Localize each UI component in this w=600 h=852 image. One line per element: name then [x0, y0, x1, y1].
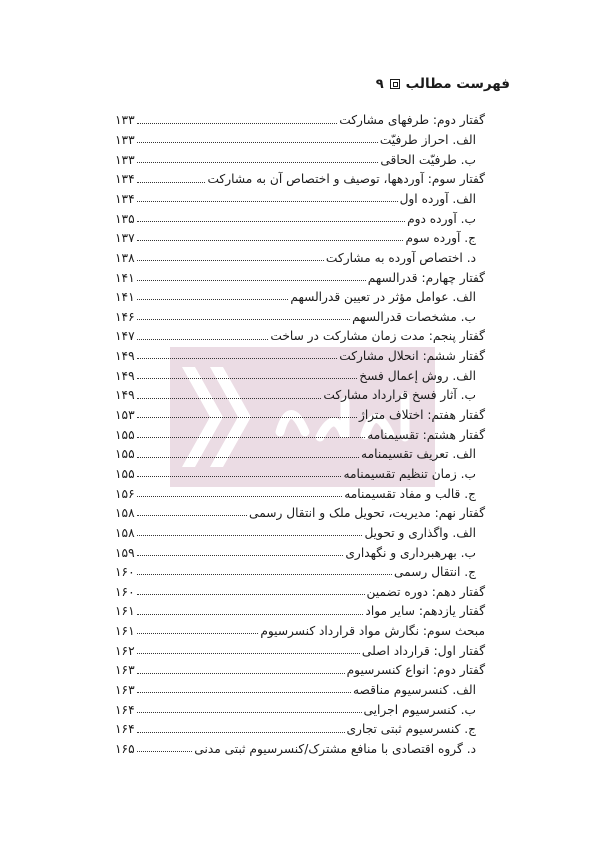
- page-number: ۹: [375, 76, 384, 92]
- toc-entry: [115, 480, 485, 500]
- toc-entry-page: ۱۴۶: [115, 309, 135, 324]
- toc-entry-title: گفتار دوم: انواع کنسرسیوم: [346, 663, 485, 678]
- toc-entry-page: ۱۳۳: [115, 152, 135, 167]
- dot-leader: [137, 653, 360, 654]
- dot-leader: [137, 751, 193, 752]
- dot-leader: [137, 378, 358, 379]
- toc-entry-page: ۱۶۰: [115, 584, 135, 599]
- toc-entry-page: ۱۴۹: [115, 368, 135, 383]
- toc-entry-title: گفتار اول: قرارداد اصلی: [361, 643, 485, 658]
- toc-entry-title: الف. تعریف تقسیمنامه: [361, 447, 476, 462]
- page-header: [376, 76, 510, 92]
- toc-entry: [115, 284, 485, 304]
- toc-entry-page: ۱۳۴: [115, 192, 135, 206]
- toc-entry: [115, 402, 485, 422]
- dot-leader: [137, 535, 363, 536]
- toc-entry-title: ب. طرفیّت الحاقی: [380, 152, 476, 167]
- toc-entry: [115, 303, 485, 323]
- toc-entry-title: ب. آورده دوم: [407, 211, 476, 226]
- toc-entry-title: گفتار دهم: دوره تضمین: [366, 584, 485, 599]
- toc-entry-title: گفتار نهم: مدیریت، تحویل ملک و انتقال رسمی: [249, 506, 485, 521]
- toc-entry-page: ۱۶۳: [115, 663, 135, 678]
- toc-entry: [115, 186, 485, 206]
- dot-leader: [137, 260, 324, 261]
- toc-entry-page: ۱۵۶: [115, 486, 135, 501]
- dot-leader: [137, 476, 342, 477]
- toc-entry: [115, 657, 485, 677]
- toc-entry-title: گفتار هفتم: اختلاف متراژ: [358, 408, 485, 423]
- toc-entry: [115, 441, 485, 461]
- toc-entry: [115, 696, 485, 716]
- toc-entry: [115, 539, 485, 559]
- header-title: فهرست مطالب: [405, 76, 510, 92]
- toc-entry-title: ج. کنسرسیوم ثبتی تجاری: [346, 722, 476, 737]
- toc-entry-page: ۱۶۰: [115, 565, 135, 580]
- toc-entry: [115, 598, 485, 618]
- toc-entry-title: الف. واگذاری و تحویل: [364, 525, 476, 540]
- dot-leader: [137, 614, 364, 615]
- toc-entry: [115, 146, 485, 166]
- toc-entry: [115, 323, 485, 343]
- dot-leader: [137, 457, 359, 458]
- toc-entry-title: ج. آورده سوم: [405, 231, 476, 246]
- toc-entry-page: ۱۵۸: [115, 525, 135, 540]
- toc-entry-title: الف. احراز طرفیّت: [379, 133, 476, 148]
- toc-entry: [115, 343, 485, 363]
- toc-entry-title: ب. بهرهبرداری و نگهداری: [345, 545, 476, 560]
- dot-leader: [137, 142, 378, 143]
- toc-entry: [115, 736, 485, 756]
- toc-entry-page: ۱۳۷: [115, 231, 135, 246]
- dot-leader: [137, 712, 362, 713]
- dot-leader: [137, 339, 269, 340]
- toc-entry-page: ۱۴۱: [115, 290, 135, 305]
- toc-entry-title: الف. آورده اول: [399, 192, 476, 206]
- toc-entry-title: مبحث سوم: نگارش مواد قرارداد کنسرسیوم: [260, 624, 485, 639]
- toc-entry-page: ۱۶۲: [115, 643, 135, 658]
- dot-leader: [137, 221, 405, 222]
- toc-entry-page: ۱۵۹: [115, 545, 135, 560]
- toc-entry-title: گفتار چهارم: قدرالسهم: [367, 270, 485, 285]
- dot-leader: [137, 673, 345, 674]
- toc-entry-title: گفتار هشتم: تقسیمنامه: [367, 427, 485, 442]
- toc-entry: [115, 559, 485, 579]
- toc-entry-title: الف. عوامل مؤثر در تعیین قدرالسهم: [290, 290, 476, 305]
- toc-entry-page: ۱۵۳: [115, 408, 135, 423]
- toc-entry-title: ج. انتقال رسمی: [394, 565, 476, 580]
- toc-entry: [115, 500, 485, 520]
- toc-entry-page: ۱۶۵: [115, 741, 135, 756]
- toc-entry: [115, 244, 485, 264]
- dot-leader: [137, 437, 366, 438]
- toc-entry-page: ۱۵۵: [115, 466, 135, 481]
- toc-entry-page: ۱۳۸: [115, 250, 135, 265]
- toc-entry: [115, 421, 485, 441]
- toc-entry-page: ۱۴۱: [115, 270, 135, 285]
- book-icon: [390, 79, 400, 89]
- dot-leader: [137, 515, 247, 516]
- toc-entry-page: ۱۶۱: [115, 604, 135, 619]
- toc-entry-title: ب. آثار فسخ قرارداد مشارکت: [323, 388, 476, 403]
- dot-leader: [137, 319, 350, 320]
- dot-leader: [137, 417, 357, 418]
- dot-leader: [137, 496, 343, 497]
- dot-leader: [137, 692, 351, 693]
- toc-entry-page: ۱۴۷: [115, 329, 135, 344]
- table-of-contents: [115, 107, 485, 755]
- toc-entry: [115, 461, 485, 481]
- toc-entry-page: ۱۴۹: [115, 388, 135, 403]
- toc-entry-title: الف. روش إعمال فسخ: [359, 368, 476, 383]
- toc-entry-page: ۱۴۹: [115, 349, 135, 364]
- toc-entry-page: ۱۶۴: [115, 702, 135, 717]
- toc-entry-page: ۱۶۳: [115, 683, 135, 698]
- toc-entry: [115, 677, 485, 697]
- toc-entry: [115, 382, 485, 402]
- toc-entry-title: الف. کنسرسیوم مناقصه: [353, 683, 476, 698]
- dot-leader: [137, 182, 206, 183]
- dot-leader: [137, 555, 344, 556]
- toc-entry: [115, 107, 485, 127]
- toc-entry: [115, 225, 485, 245]
- toc-entry-title: گفتار سوم: آوردهها، توصیف و اختصاص آن به مشارکت: [207, 172, 485, 187]
- dot-leader: [137, 240, 404, 241]
- toc-entry-title: د. گروه اقتصادی با منافع مشترک/کنسرسیوم ثبتی مدنی: [194, 741, 476, 756]
- toc-entry-page: ۱۳۳: [115, 133, 135, 148]
- dot-leader: [137, 123, 338, 124]
- toc-entry: [115, 716, 485, 736]
- toc-entry-page: ۱۵۸: [115, 506, 135, 521]
- toc-entry-title: ب. زمان تنظیم تقسیمنامه: [343, 466, 476, 481]
- toc-entry-page: ۱۳۳: [115, 113, 135, 128]
- toc-entry-title: ب. کنسرسیوم اجرایی: [363, 702, 476, 717]
- toc-entry: [115, 362, 485, 382]
- dot-leader: [137, 299, 289, 300]
- toc-entry-title: گفتار ششم: انحلال مشارکت: [339, 349, 485, 364]
- toc-entry-page: ۱۵۵: [115, 447, 135, 462]
- dot-leader: [137, 574, 392, 575]
- dot-leader: [137, 398, 322, 399]
- toc-entry: [115, 166, 485, 186]
- toc-entry: [115, 205, 485, 225]
- toc-entry: [115, 637, 485, 657]
- toc-entry-title: گفتار پنجم: مدت زمان مشارکت در ساخت: [270, 329, 485, 344]
- dot-leader: [137, 162, 379, 163]
- dot-leader: [137, 633, 259, 634]
- toc-entry-page: ۱۶۴: [115, 722, 135, 737]
- toc-entry-page: ۱۶۱: [115, 624, 135, 639]
- dot-leader: [137, 732, 345, 733]
- toc-entry: [115, 264, 485, 284]
- toc-entry-title: د. اختصاص آورده به مشارکت: [325, 250, 476, 265]
- toc-entry-page: ۱۵۵: [115, 427, 135, 442]
- toc-entry-page: ۱۳۴: [115, 172, 135, 187]
- toc-entry-page: ۱۳۵: [115, 211, 135, 226]
- toc-entry-title: ب. مشخصات قدرالسهم: [352, 309, 476, 324]
- toc-entry-title: گفتار دوم: طرفهای مشارکت: [339, 113, 485, 128]
- toc-entry: [115, 519, 485, 539]
- toc-entry: [115, 578, 485, 598]
- toc-entry-title: گفتار یازدهم: سایر مواد: [365, 604, 485, 619]
- toc-entry: [115, 618, 485, 638]
- dot-leader: [137, 358, 338, 359]
- dot-leader: [137, 280, 366, 281]
- toc-entry: [115, 127, 485, 147]
- dot-leader: [137, 201, 398, 202]
- dot-leader: [137, 594, 365, 595]
- toc-entry-title: ج. قالب و مفاد تقسیمنامه: [344, 486, 476, 501]
